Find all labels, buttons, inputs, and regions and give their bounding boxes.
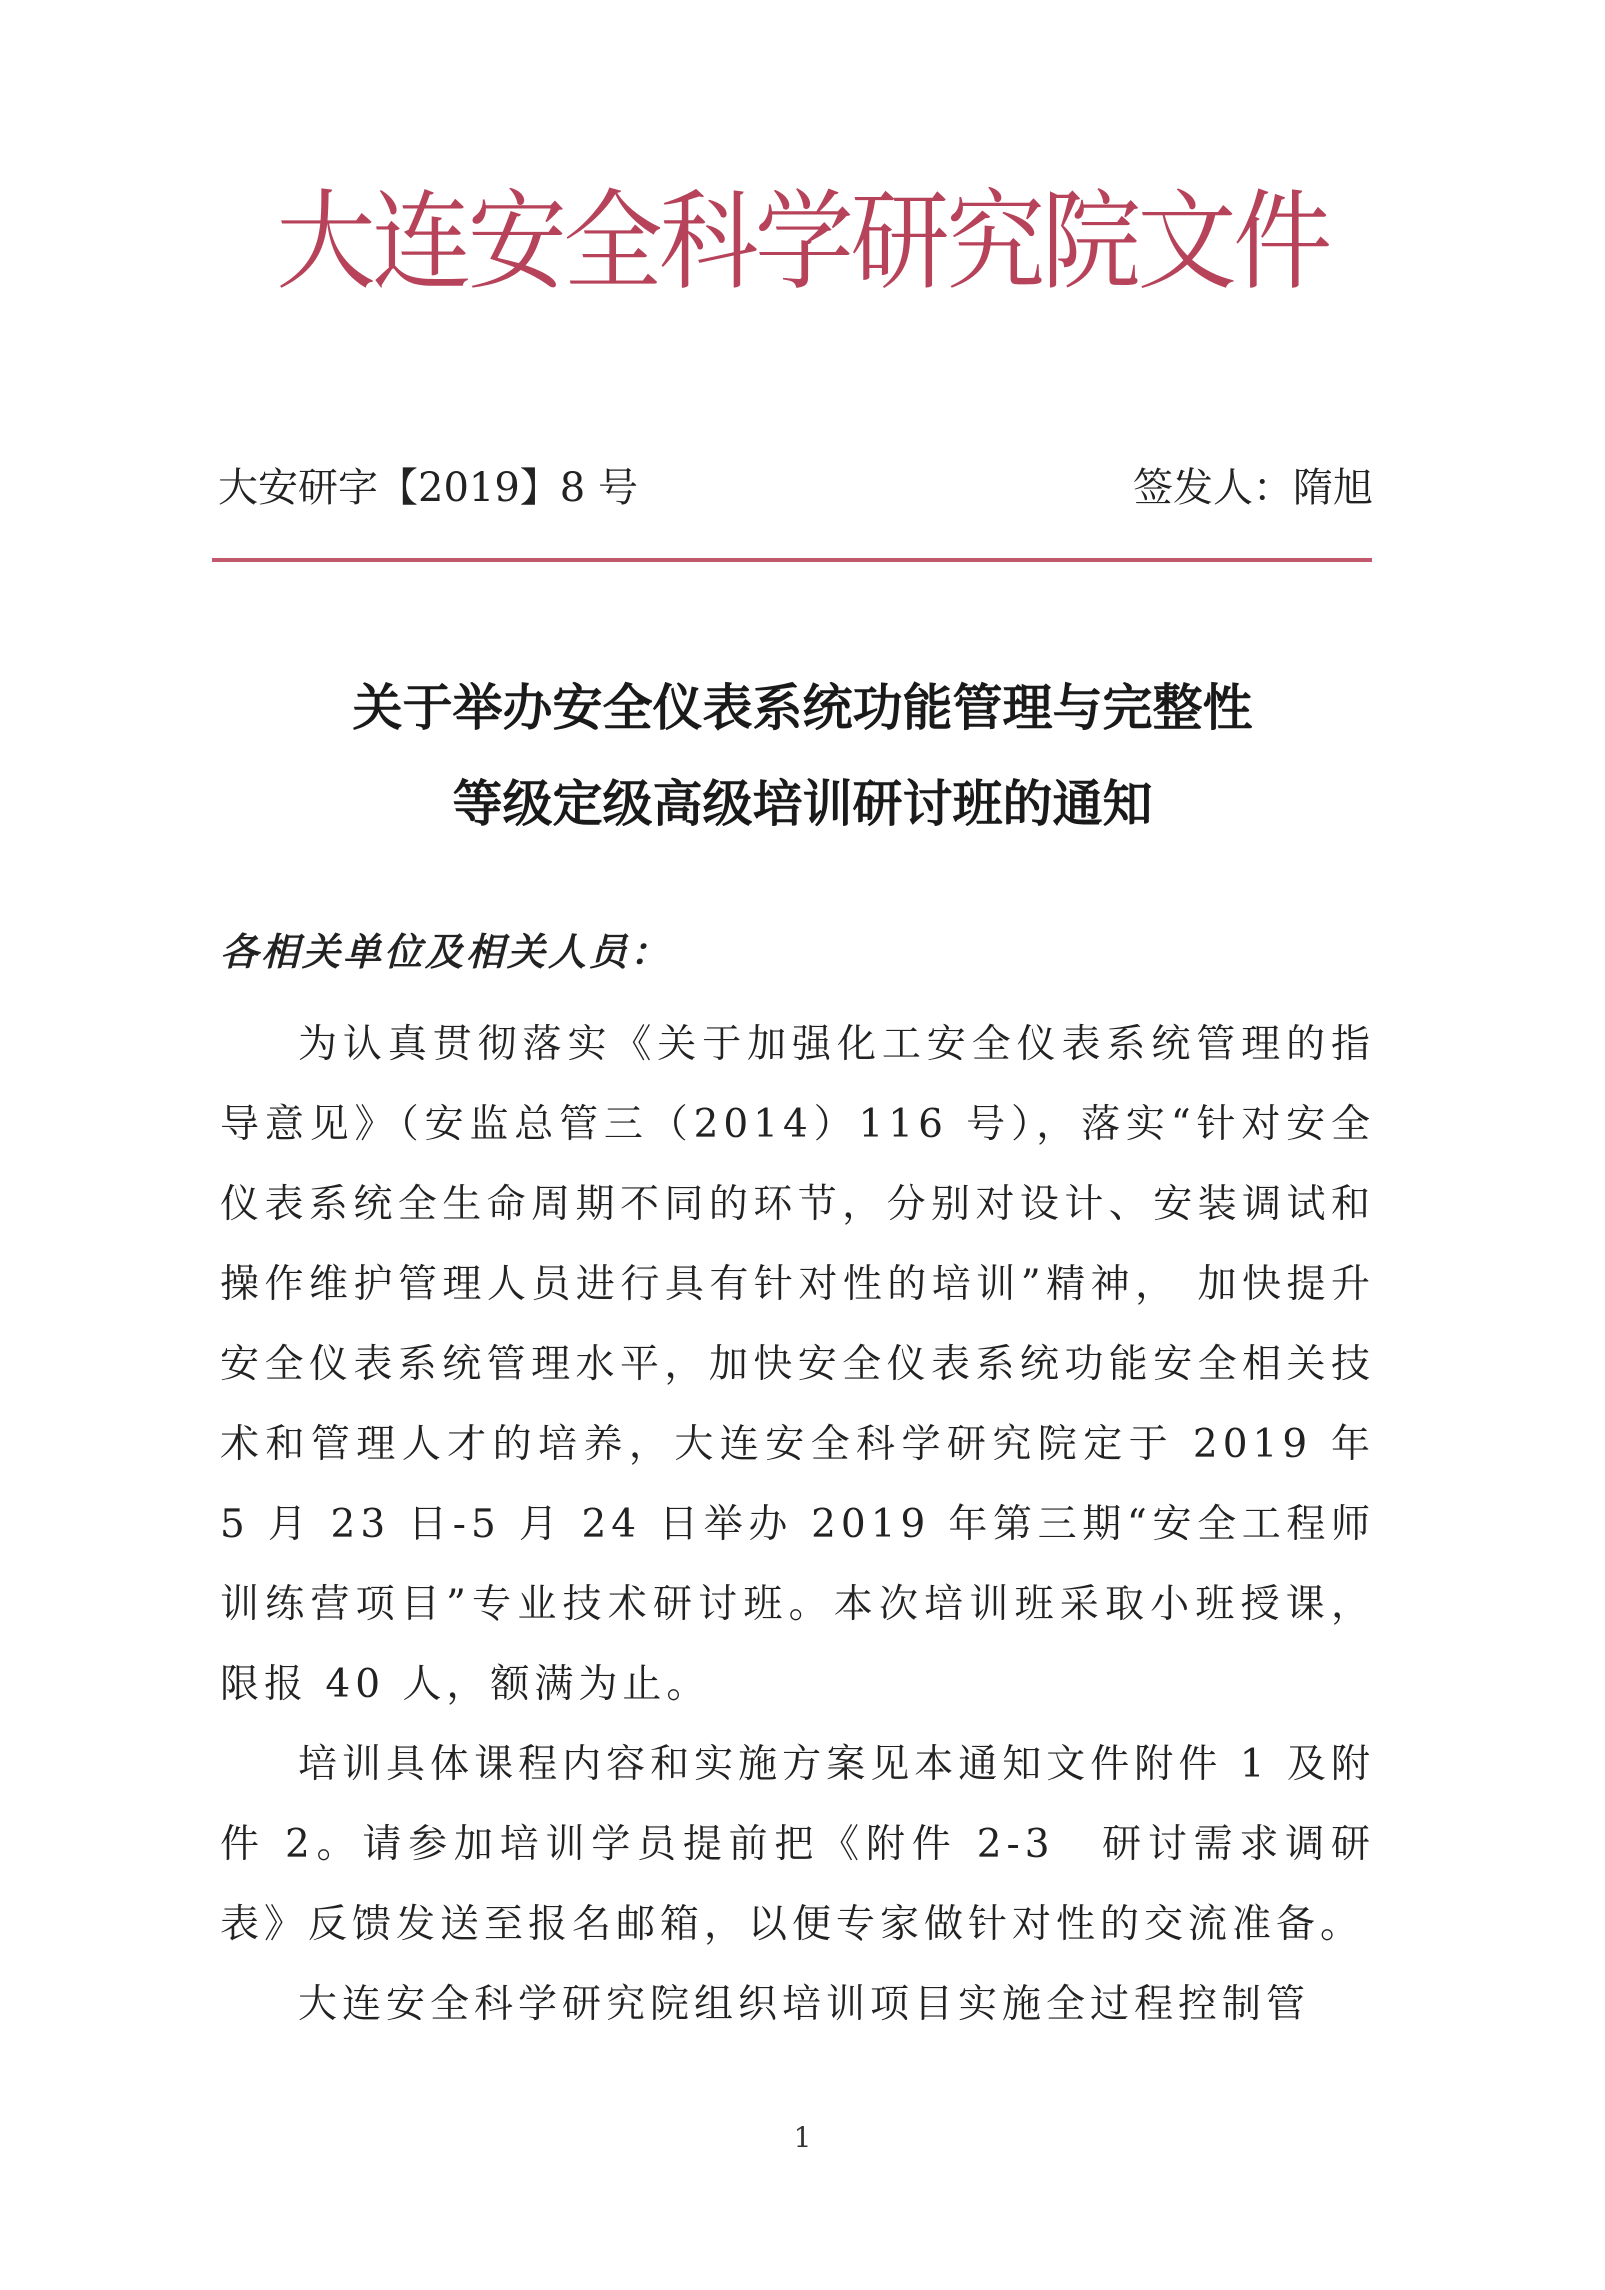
issuer-signature: 签发人：隋旭 [1133, 465, 1373, 511]
notice-title-line-2: 等级定级高级培训研讨班的通知 [452, 775, 1153, 833]
salutation: 各相关单位及相关人员： [220, 929, 672, 974]
organization-file-title: 大连安全科学研究院文件 [276, 180, 1329, 305]
body-paragraph-3: 大连安全科学研究院组织培训项目实施全过程控制管 [298, 1982, 1311, 2027]
notice-title-line-1: 关于举办安全仪表系统功能管理与完整性 [352, 679, 1253, 737]
document-number: 大安研字【2019】8 号 [218, 465, 638, 511]
notice-body [220, 1005, 1375, 2045]
body-paragraph-2: 培训具体课程内容和实施方案见本通知文件附件 1 及附件 2。请参加培训学员提前把《附件 2-3 研讨需求调研表》反馈发送至报名邮箱，以便专家做针对性的交流准备。 [220, 1742, 1375, 1947]
document-meta-row [218, 458, 1373, 518]
page-number: 1 [793, 2121, 812, 2154]
body-paragraph-1: 为认真贯彻落实《关于加强化工安全仪表系统管理的指导意见》（安监总管三（2014）116 号），落实“针对安全仪表系统全生命周期不同的环节，分别对设计、安装调试和操作维护管理人员进行具有针对性的培训”精神， 加快提升安全仪表系统管理水平，加快安全仪表系统功能安全相关技术和管理人才的培养，大连安全科学研究院定于 2019 年 5 月 23 日-5 月 24 日举办 2019 年第三期“安全工程师训练营项目”专业技术研讨班。本次培训班采取小班授课，限报 40 人，额满为止。 [220, 1022, 1375, 1707]
notice-title [0, 660, 1605, 852]
red-divider-line [212, 558, 1372, 562]
